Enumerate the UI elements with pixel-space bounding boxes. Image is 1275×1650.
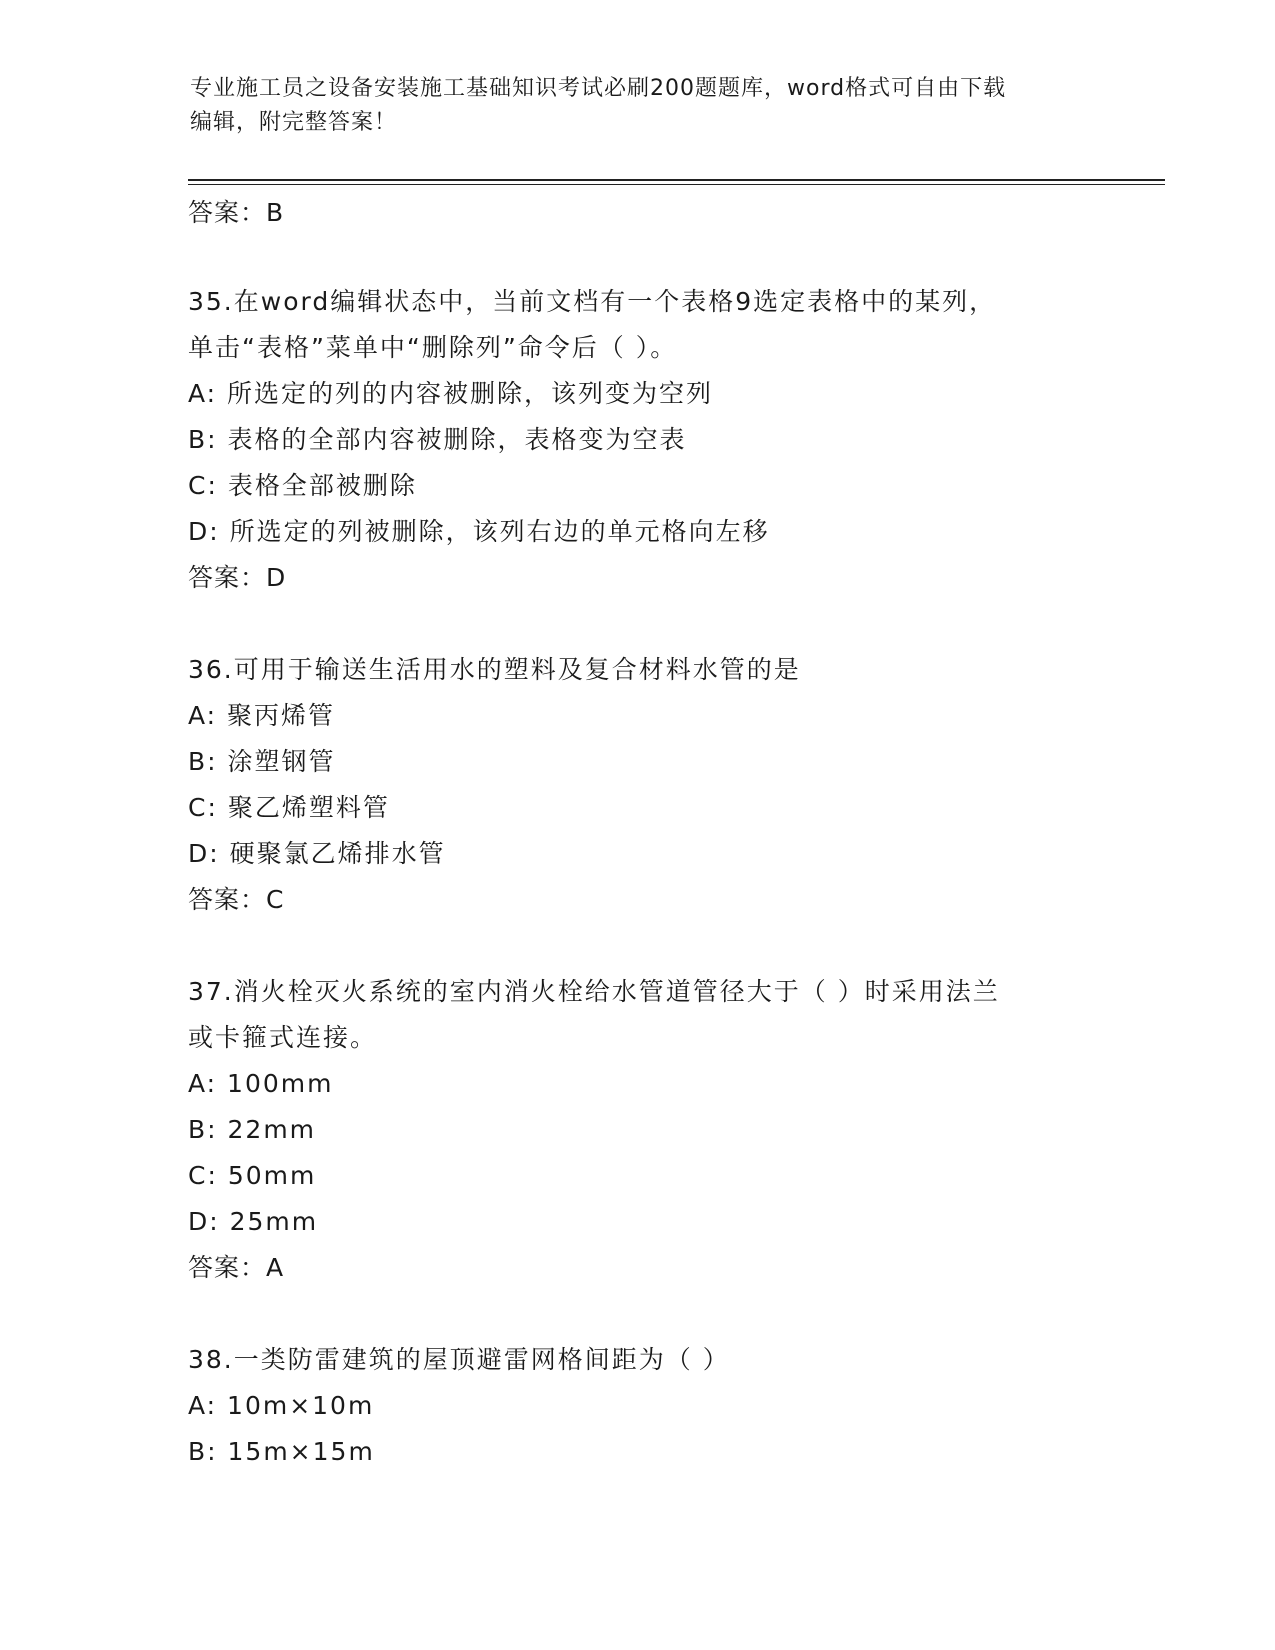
- answer-line: 答案：C: [188, 885, 285, 914]
- option-d: D: 硬聚氯乙烯排水管: [188, 839, 446, 868]
- question-stem-line: 或卡箍式连接。: [188, 1023, 378, 1052]
- document-header: [190, 72, 1090, 140]
- question-stem-line: 36.可用于输送生活用水的塑料及复合材料水管的是: [188, 655, 801, 684]
- header-rule-thin: [188, 184, 1165, 185]
- question-stem-line: 35.在word编辑状态中，当前文档有一个表格9选定表格中的某列，: [188, 287, 997, 316]
- option-a: A: 10m×10m: [188, 1391, 375, 1420]
- header-rule-thick: [188, 179, 1165, 181]
- option-a: A: 聚丙烯管: [188, 701, 336, 730]
- option-b: B: 15m×15m: [188, 1437, 375, 1466]
- option-b: B: 22mm: [188, 1115, 317, 1144]
- option-d: D: 所选定的列被删除，该列右边的单元格向左移: [188, 517, 770, 546]
- question-36: [188, 647, 1148, 923]
- answer-line: 答案：A: [188, 1253, 285, 1282]
- question-37: [188, 969, 1148, 1291]
- answer-line: 答案：D: [188, 563, 287, 592]
- header-title-line-2: 编辑，附完整答案！: [190, 110, 398, 135]
- question-list: [188, 193, 1148, 1475]
- option-d: D: 25mm: [188, 1207, 319, 1236]
- option-c: C: 聚乙烯塑料管: [188, 793, 390, 822]
- header-title-line-1: 专业施工员之设备安装施工基础知识考试必刷200题题库，word格式可自由下载: [190, 76, 1007, 101]
- option-c: C: 50mm: [188, 1161, 317, 1190]
- option-c: C: 表格全部被删除: [188, 471, 417, 500]
- question-35: [188, 279, 1148, 601]
- answer-line: 答案：B: [188, 198, 285, 227]
- question-38: [188, 1337, 1148, 1475]
- option-b: B: 涂塑钢管: [188, 747, 336, 776]
- question-stem-line: 37.消火栓灭火系统的室内消火栓给水管道管径大于（ ）时采用法兰: [188, 977, 1000, 1006]
- question-stem-line: 38.一类防雷建筑的屋顶避雷网格间距为（ ）: [188, 1345, 730, 1374]
- question-stem-line: 单击“表格”菜单中“删除列”命令后（ ）。: [188, 333, 678, 362]
- option-b: B: 表格的全部内容被删除，表格变为空表: [188, 425, 687, 454]
- option-a: A: 100mm: [188, 1069, 334, 1098]
- option-a: A: 所选定的列的内容被删除，该列变为空列: [188, 379, 714, 408]
